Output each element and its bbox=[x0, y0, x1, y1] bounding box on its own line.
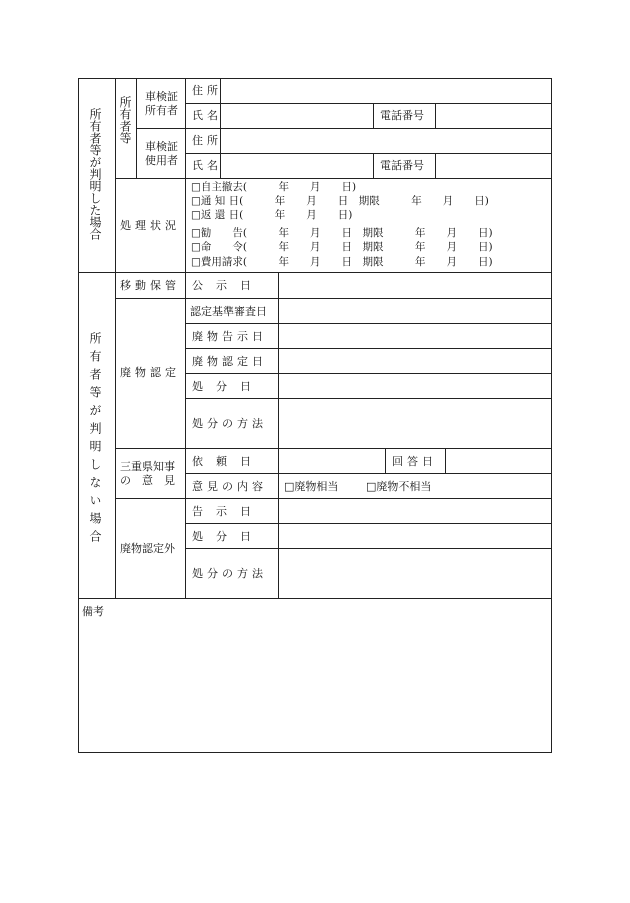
announce-date-label: 公示日 bbox=[192, 279, 264, 292]
governor-label-1: 三重県知事 bbox=[120, 460, 175, 473]
disposal-method-label: 処分の方法 bbox=[192, 417, 267, 430]
owner-phone-field[interactable] bbox=[437, 105, 550, 127]
non-waste-label: 廃物認定外 bbox=[120, 542, 175, 555]
owner-unknown-label: 所有者等が判明しない場合 bbox=[88, 332, 102, 548]
status-label: 処理状況 bbox=[120, 219, 180, 232]
user-label-1: 車検証 bbox=[145, 140, 178, 153]
owner-known-label: 所有者等が判明した場合 bbox=[88, 108, 102, 240]
reply-date-label: 回答日 bbox=[392, 455, 437, 468]
owner-label-2: 所有者 bbox=[145, 104, 178, 117]
user-phone-field[interactable] bbox=[437, 155, 550, 177]
owner-phone-label: 電話番号 bbox=[380, 109, 424, 122]
waste-notice-date-label: 廃物告示日 bbox=[192, 330, 267, 343]
disposal-date2-field[interactable] bbox=[280, 525, 550, 547]
waste-cert-label: 廃物認定 bbox=[120, 366, 180, 379]
waste-cert-date-label: 廃物認定日 bbox=[192, 355, 267, 368]
status-line-cost-claim[interactable]: □費用請求( 年 月 日 期限 年 月 日) bbox=[191, 256, 493, 268]
owner-name-field[interactable] bbox=[222, 105, 372, 127]
waste-notice-date-field[interactable] bbox=[280, 325, 550, 347]
user-label-2: 使用者 bbox=[145, 154, 178, 167]
request-date-field[interactable] bbox=[280, 450, 384, 472]
disposal-method2-label: 処分の方法 bbox=[192, 567, 267, 580]
disposal-method2-field[interactable] bbox=[280, 550, 550, 597]
notice-date-label: 告示日 bbox=[192, 505, 264, 518]
criteria-date-field[interactable] bbox=[280, 300, 550, 322]
status-line-notice[interactable]: □通 知 日( 年 月 日 期限 年 月 日) bbox=[191, 195, 489, 207]
disposal-date2-label: 処分日 bbox=[192, 530, 264, 543]
request-date-label: 依頼日 bbox=[192, 455, 264, 468]
owner-name-label: 氏名 bbox=[192, 109, 222, 122]
opinion-equiv-checkbox[interactable]: □廃物相当 bbox=[284, 480, 339, 493]
criteria-date-label: 認定基準審査日 bbox=[190, 305, 267, 318]
owner-address-field[interactable] bbox=[222, 80, 550, 102]
status-line-self-removal[interactable]: □自主撤去( 年 月 日) bbox=[191, 181, 357, 193]
status-line-order[interactable]: □命 令( 年 月 日 期限 年 月 日) bbox=[191, 241, 493, 253]
disposal-date-label: 処分日 bbox=[192, 380, 264, 393]
owner-address-label: 住所 bbox=[192, 84, 222, 97]
owners-group-label: 所有者等 bbox=[118, 96, 132, 144]
user-name-field[interactable] bbox=[222, 155, 372, 177]
user-phone-label: 電話番号 bbox=[380, 159, 424, 172]
remarks-label: 備考 bbox=[82, 605, 104, 618]
remarks-field[interactable] bbox=[80, 620, 550, 750]
opinion-label: 意見の内容 bbox=[192, 480, 267, 493]
opinion-not-equiv-checkbox[interactable]: □廃物不相当 bbox=[366, 480, 432, 493]
governor-label-2: の 意 見 bbox=[120, 474, 175, 487]
user-address-label: 住所 bbox=[192, 134, 222, 147]
announce-date-field[interactable] bbox=[280, 274, 550, 297]
disposal-date-field[interactable] bbox=[280, 375, 550, 397]
status-line-return[interactable]: □返 還 日( 年 月 日) bbox=[191, 209, 353, 221]
move-storage-label: 移動保管 bbox=[120, 279, 180, 292]
user-name-label: 氏名 bbox=[192, 159, 222, 172]
notice-date-field[interactable] bbox=[280, 500, 550, 522]
user-address-field[interactable] bbox=[222, 130, 550, 152]
reply-date-field[interactable] bbox=[447, 450, 550, 472]
owner-label-1: 車検証 bbox=[145, 90, 178, 103]
waste-cert-date-field[interactable] bbox=[280, 350, 550, 372]
status-line-advice[interactable]: □勧 告( 年 月 日 期限 年 月 日) bbox=[191, 227, 493, 239]
disposal-method-field[interactable] bbox=[280, 400, 550, 447]
